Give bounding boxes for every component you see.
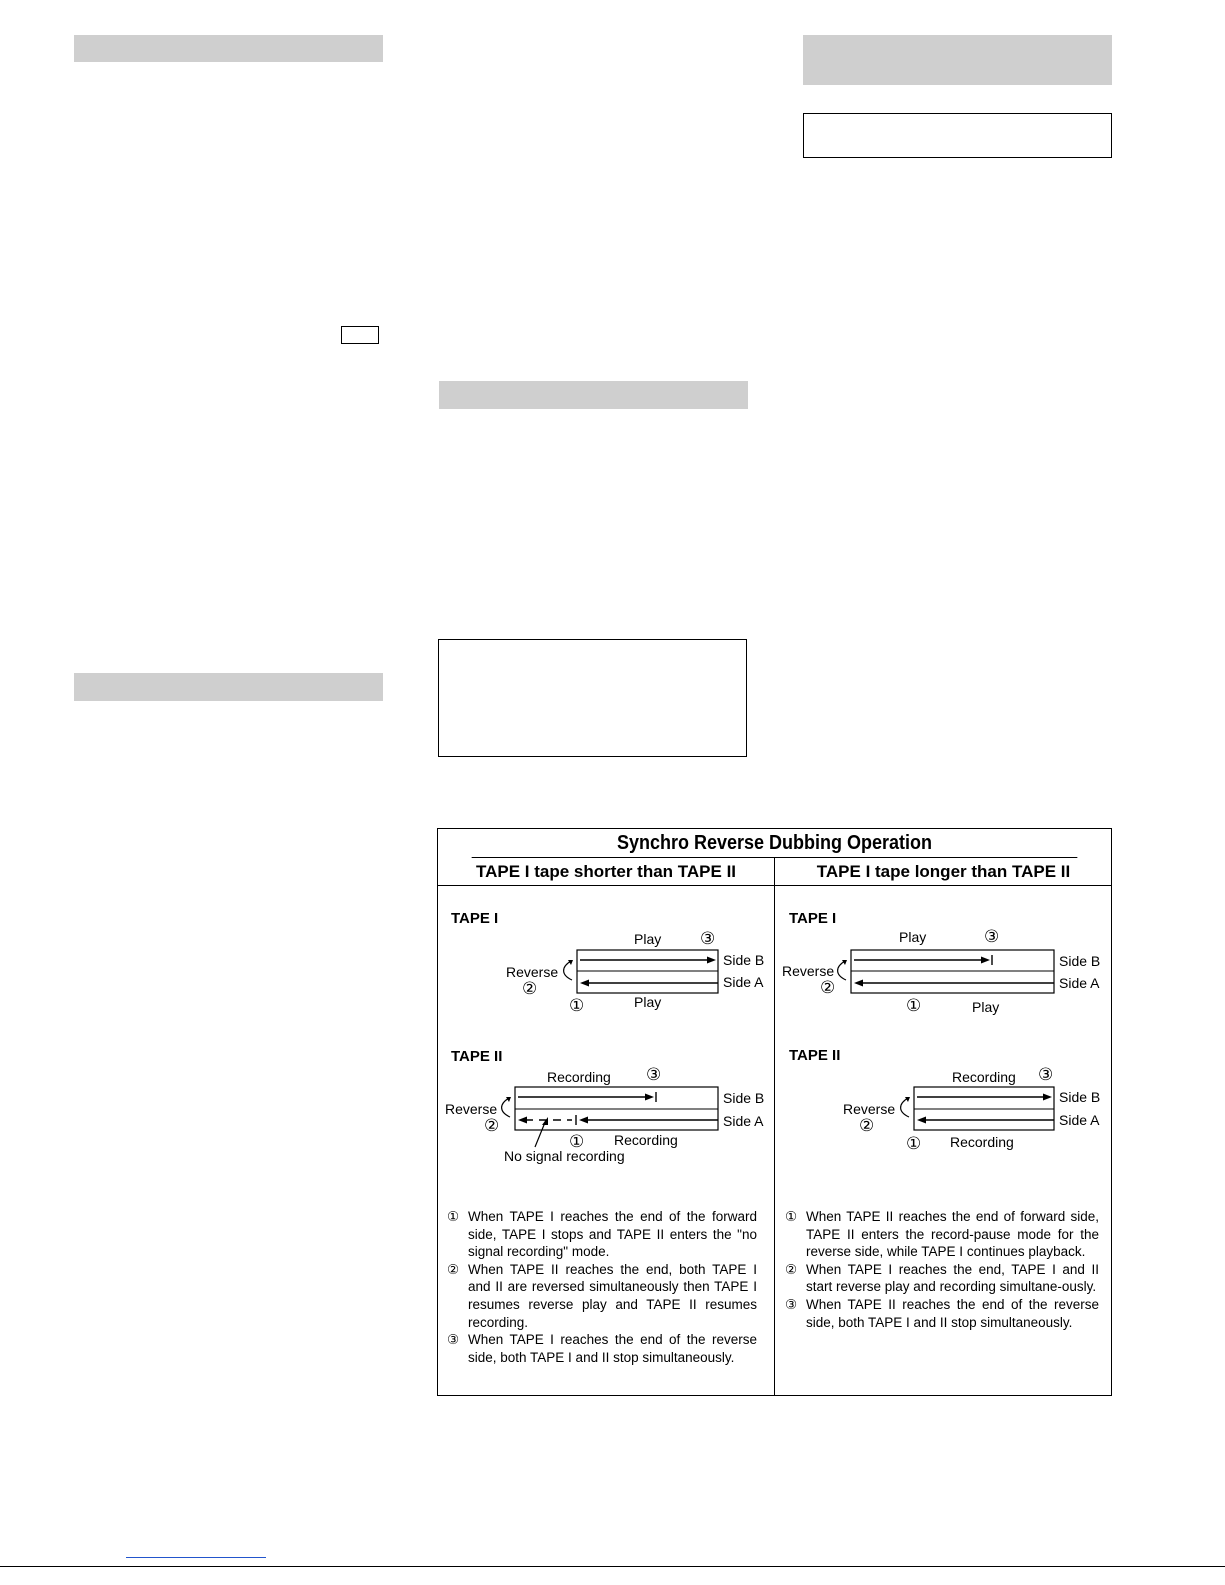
- left-tape1-top-label: Play: [634, 931, 662, 947]
- blank-box-1: [803, 113, 1112, 158]
- note-text: When TAPE I reaches the end, TAPE I and II start reverse play and recording simultane-ously.: [806, 1261, 1099, 1295]
- left-tape1-side-b: Side B: [723, 952, 765, 968]
- note-number: ③: [447, 1332, 460, 1348]
- right-tape1-bottom-label: Play: [972, 999, 1000, 1015]
- right-tape1-step1: ①: [906, 996, 922, 1015]
- note-number: ②: [785, 1261, 798, 1277]
- note-number: ②: [447, 1261, 460, 1277]
- note-number: ①: [447, 1209, 460, 1224]
- left-tape2-side-a: Side A: [723, 1113, 764, 1129]
- left-tape2-no-signal-label: No signal recording: [504, 1148, 625, 1164]
- right-tape1-step2: ②: [820, 978, 836, 997]
- list-item: [785, 1261, 1099, 1296]
- note-number: ①: [785, 1209, 798, 1224]
- left-tape2-label: TAPE II: [451, 1048, 503, 1065]
- note-text: When TAPE I reaches the end of the forward side, TAPE I stops and TAPE II enters the "no signal recording" mode.: [468, 1209, 757, 1260]
- list-item: [785, 1296, 1099, 1331]
- right-tape2-label: TAPE II: [789, 1047, 841, 1064]
- left-tape2-top-label: Recording: [547, 1069, 611, 1085]
- right-tape2-step3: ③: [1038, 1065, 1054, 1084]
- note-number: ③: [785, 1296, 798, 1312]
- right-tape1-side-a: Side A: [1059, 975, 1100, 991]
- left-tape1-step3: ③: [700, 929, 716, 948]
- right-tape1-step3: ③: [984, 927, 1000, 946]
- left-tape2-diagram: [438, 829, 774, 1169]
- blank-box-2: [438, 639, 747, 757]
- list-item: [447, 1261, 757, 1331]
- list-item: [447, 1208, 757, 1261]
- right-tape2-reverse: Reverse: [843, 1101, 896, 1117]
- note-text: When TAPE II reaches the end of forward side, TAPE II enters the record-pause mode for the reverse side, while TAPE I continues playback.: [806, 1209, 1099, 1260]
- left-column-header: TAPE I tape shorter than TAPE II: [438, 857, 774, 886]
- right-tape1-label: TAPE I: [789, 910, 837, 927]
- right-tape1-top-label: Play: [899, 929, 927, 945]
- right-tape1-reverse: Reverse: [782, 963, 835, 979]
- list-item: [785, 1208, 1099, 1261]
- left-tape2-step3: ③: [646, 1065, 662, 1084]
- left-tape1-reverse: Reverse: [506, 964, 559, 980]
- section-header-bar-2: [803, 35, 1112, 85]
- right-tape2-bottom-label: Recording: [950, 1134, 1014, 1150]
- left-notes: [447, 1208, 757, 1366]
- right-tape2-step1: ①: [906, 1134, 922, 1153]
- right-tape2-side-a: Side A: [1059, 1112, 1100, 1128]
- synchro-reverse-dubbing-table: [437, 828, 1112, 1396]
- left-tape1-label: TAPE I: [451, 910, 499, 927]
- left-tape2-side-b: Side B: [723, 1090, 765, 1106]
- list-item: [447, 1331, 757, 1366]
- note-text: When TAPE II reaches the end of the reverse side, both TAPE I and II stop simultaneously.: [806, 1296, 1099, 1330]
- right-column-header: TAPE I tape longer than TAPE II: [775, 857, 1112, 886]
- right-tape2-step2: ②: [859, 1116, 875, 1135]
- left-tape1-side-a: Side A: [723, 974, 764, 990]
- footer-rule: [0, 1566, 1225, 1567]
- left-tape2-bottom-label: Recording: [614, 1132, 678, 1148]
- right-tape2-top-label: Recording: [952, 1069, 1016, 1085]
- right-tape2-diagram: [775, 829, 1112, 1169]
- section-header-bar-3: [439, 381, 748, 409]
- small-blank-box: [341, 326, 379, 344]
- left-tape1-bottom-label: Play: [634, 994, 662, 1010]
- footer-link-underline[interactable]: [126, 1557, 266, 1558]
- note-text: When TAPE II reaches the end, both TAPE I and II are reversed simultaneously then TAPE I resumes reverse play and TAPE II resumes recording.: [468, 1261, 757, 1330]
- right-notes: [785, 1208, 1099, 1331]
- section-header-bar-4: [74, 673, 383, 701]
- section-header-bar-1: [74, 35, 383, 62]
- right-tape1-side-b: Side B: [1059, 953, 1101, 969]
- table-title: Synchro Reverse Dubbing Operation: [472, 829, 1078, 858]
- left-tape2-step2: ②: [484, 1116, 500, 1135]
- left-tape1-step1: ①: [569, 996, 585, 1015]
- left-tape1-step2: ②: [522, 979, 538, 998]
- note-text: When TAPE I reaches the end of the reverse side, both TAPE I and II stop simultaneously.: [468, 1332, 757, 1365]
- left-tape2-step1: ①: [569, 1132, 585, 1151]
- right-tape2-side-b: Side B: [1059, 1089, 1101, 1105]
- left-tape2-reverse: Reverse: [445, 1101, 498, 1117]
